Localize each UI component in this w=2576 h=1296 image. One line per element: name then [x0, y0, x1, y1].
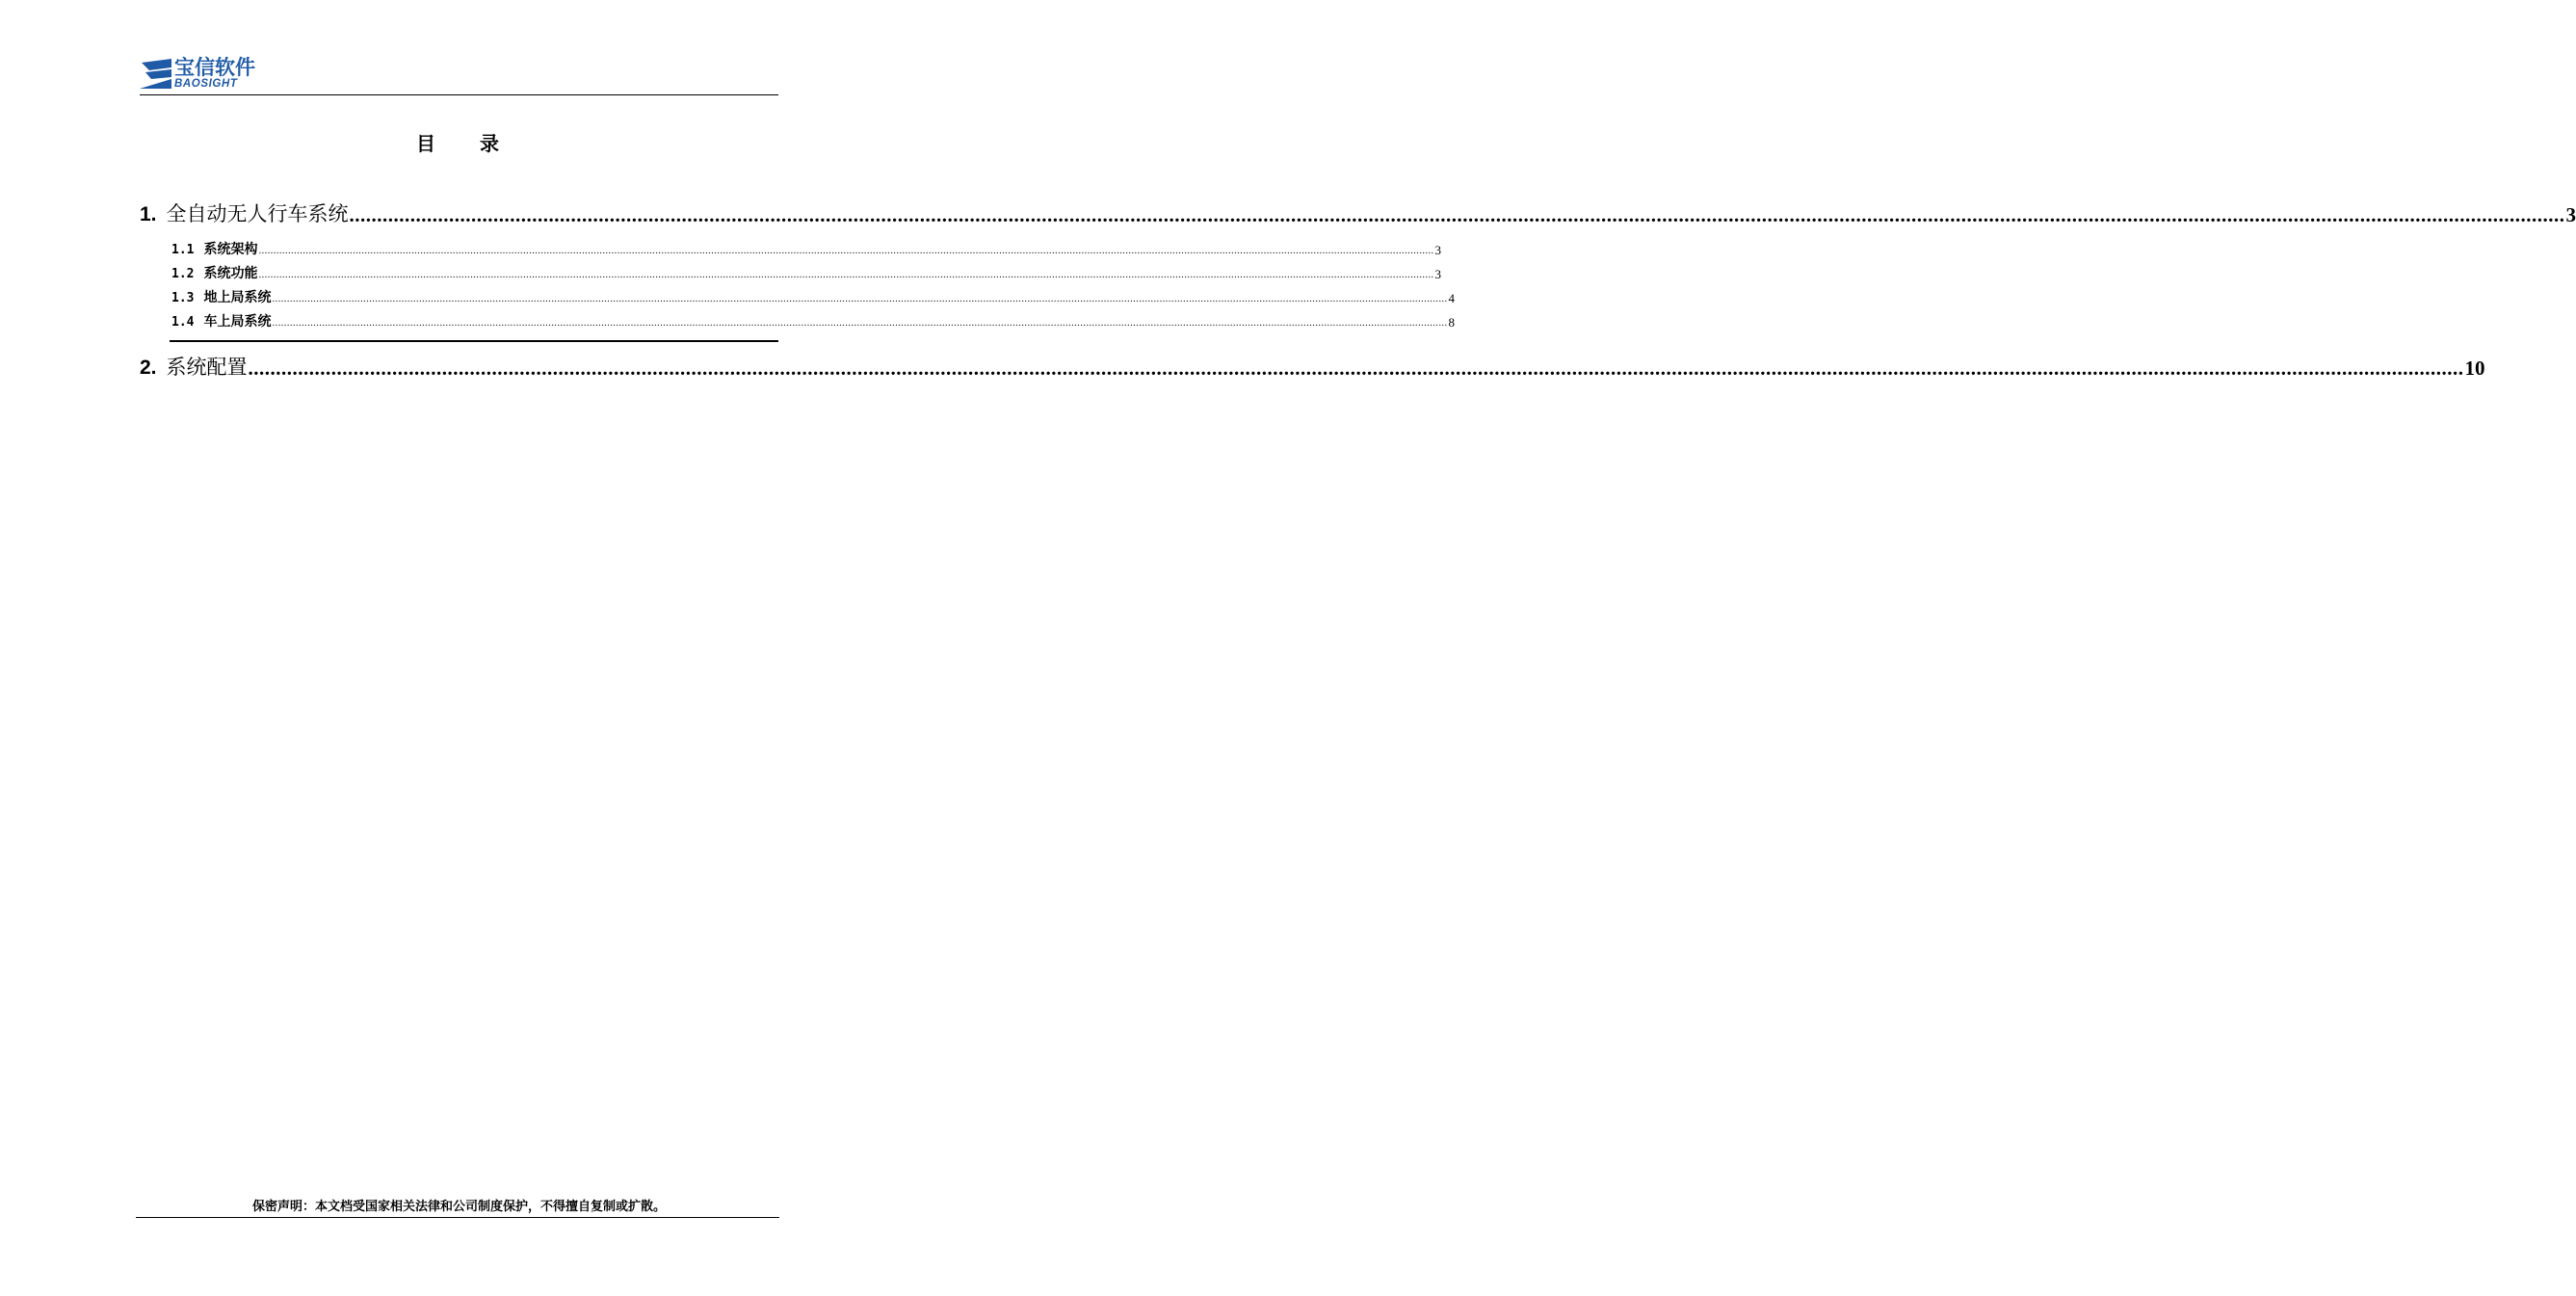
toc-entry-page: 8: [1448, 315, 1455, 330]
confidentiality-notice: 保密声明：本文档受国家相关法律和公司制度保护，不得擅自复制或扩散。: [251, 1200, 666, 1214]
toc-entry-1-1[interactable]: [171, 240, 1441, 259]
footer-divider: [136, 1217, 779, 1218]
logo-english-name: BAOSIGHT: [174, 78, 238, 90]
toc-dot-leader: ................................................................................................................................................................................................................................................................................................................................................................................................................: [258, 269, 1434, 280]
baosight-wing-icon: [140, 59, 172, 90]
toc-entry-page: 3: [2565, 203, 2576, 226]
toc-entry-text: 车上局系统: [203, 314, 272, 330]
toc-dot-leader: ................................................................................................................................................................................................................................................................................................................................................................................................................: [272, 317, 1448, 329]
toc-entry-text: 系统功能: [203, 266, 258, 281]
toc-title-right: 录: [480, 132, 499, 155]
toc-title-left: 目: [416, 132, 435, 155]
toc-entry-page: 10: [2464, 357, 2485, 380]
toc-entry-page: 3: [1434, 267, 1441, 281]
baosight-logo: [140, 56, 275, 93]
toc-dot-leader: ................................................................................................................................................................................................................................................................................................................................................................................................................: [258, 245, 1434, 256]
toc-dot-leader: ................................................................................................................................................................................................................................................................................................................................................................................................................: [272, 293, 1448, 304]
header-divider: [140, 94, 778, 95]
toc-entry-text: 系统架构: [203, 242, 258, 257]
toc-entry-2[interactable]: [140, 353, 2485, 382]
toc-entry-number: 1.2: [171, 267, 195, 281]
toc-entry-1-2[interactable]: [171, 264, 1441, 283]
toc-entry-text: 地上局系统: [203, 290, 272, 305]
toc-entry-number: 1.4: [171, 315, 195, 330]
toc-entry-1-4[interactable]: [171, 312, 1455, 331]
logo-chinese-name: 宝信软件: [174, 56, 255, 79]
toc-entry-page: 4: [1448, 291, 1455, 305]
toc-title: [0, 129, 915, 158]
toc-entry-text: 系统配置: [166, 356, 248, 379]
toc-dot-leader: ................................................................................................................................................................................................................................................................................................................................................................................................................: [248, 357, 2464, 380]
toc-dot-leader: ................................................................................................................................................................................................................................................................................................................................................................................................................: [349, 203, 2565, 226]
toc-entry-page: 3: [1434, 243, 1441, 257]
toc-entry-text: 全自动无人行车系统: [166, 202, 349, 225]
toc-entry-1-3[interactable]: [171, 288, 1455, 307]
toc-entry-number: 2.: [140, 357, 157, 379]
toc-entry-number: 1.3: [171, 291, 195, 305]
toc-entry-1[interactable]: [140, 199, 2576, 228]
section-divider: [170, 340, 778, 342]
toc-entry-number: 1.1: [171, 243, 195, 257]
toc-entry-number: 1.: [140, 203, 157, 225]
